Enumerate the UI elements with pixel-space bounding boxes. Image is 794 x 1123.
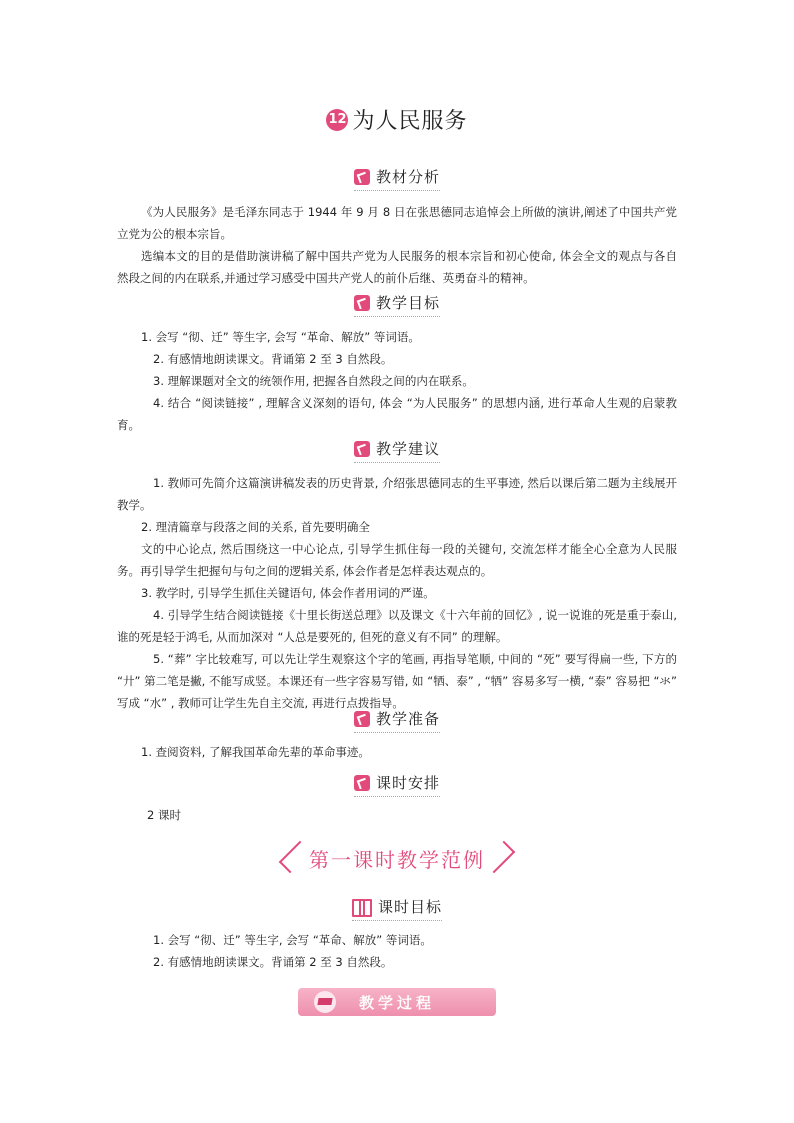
goal-item: 3. 理解课题对全文的统领作用, 把握各自然段之间的内在联系。 bbox=[153, 374, 474, 388]
suggestion-item: 5. “葬” 字比较难写, 可以先让学生观察这个字的笔画, 再指导笔顺, 中间的 “死” 要写得扁一些, 下方的 “廾” 第二笔是撇, 不能写成竖。本课还有一些字容易写错, 如 “牺、泰” , “牺” 容易多写一横, “泰” 容易把 “氺” 写成 “水” , 教师可让学生先自主交流, 再进行点拨指导。 bbox=[117, 652, 677, 710]
goal-item: 4. 结合 “阅读链接” , 理解含义深刻的语句, 体会 “为人民服务” 的思想内涵, 进行革命人生观的启蒙教育。 bbox=[117, 396, 677, 432]
teaching-process-bar bbox=[298, 988, 496, 1016]
suggestion-item: 文的中心论点, 然后围绕这一中心论点, 引导学生抓住每一段的关键句, 交流怎样才能全心全意为人民服务。再引导学生把握句与句之间的逻辑关系, 体会作者是怎样表达观点的。 bbox=[117, 542, 677, 578]
section-title: 教学准备 bbox=[375, 710, 440, 728]
preparation-item: 1. 查阅资料, 了解我国革命先辈的革命事迹。 bbox=[141, 745, 370, 759]
section-flag-icon bbox=[354, 441, 370, 457]
goal-item: 2. 有感情地朗读课文。背诵第 2 至 3 自然段。 bbox=[153, 352, 393, 366]
section-heading-objectives bbox=[0, 896, 794, 921]
section-title: 教材分析 bbox=[375, 168, 440, 186]
schedule-text: 2 课时 bbox=[147, 808, 181, 822]
section-flag-icon bbox=[354, 775, 370, 791]
section-heading-schedule bbox=[0, 772, 794, 797]
section-title: 教学目标 bbox=[375, 294, 440, 312]
lesson-number-badge: 12 bbox=[326, 109, 348, 131]
objective-item: 2. 有感情地朗读课文。背诵第 2 至 3 自然段。 bbox=[153, 955, 393, 969]
objective-item: 1. 会写 “彻、迁” 等生字, 会写 “革命、解放” 等词语。 bbox=[153, 933, 432, 947]
teaching-process-label: 教学过程 bbox=[358, 993, 435, 1012]
first-lesson-banner bbox=[281, 838, 513, 878]
graduation-cap-icon bbox=[314, 991, 336, 1013]
book-icon bbox=[352, 899, 372, 915]
lesson-title-block bbox=[0, 104, 794, 135]
section-title: 课时目标 bbox=[377, 898, 442, 916]
suggestion-item: 2. 理清篇章与段落之间的关系, 首先要明确全 bbox=[141, 520, 370, 534]
section-heading-goals bbox=[0, 292, 794, 317]
lesson-title: 为人民服务 bbox=[352, 109, 468, 134]
analysis-paragraph-1: 《为人民服务》是毛泽东同志于 1944 年 9 月 8 日在张思德同志追悼会上所做的演讲,阐述了中国共产党立党为公的根本宗旨。 bbox=[117, 205, 677, 241]
suggestion-item: 1. 教师可先简介这篇演讲稿发表的历史背景, 介绍张思德同志的生平事迹, 然后以课后第二题为主线展开教学。 bbox=[117, 476, 677, 512]
section-title: 课时安排 bbox=[375, 774, 440, 792]
section-flag-icon bbox=[354, 295, 370, 311]
banner-right-bracket bbox=[483, 841, 516, 874]
section-flag-icon bbox=[354, 711, 370, 727]
section-heading-analysis bbox=[0, 166, 794, 191]
suggestion-item: 4. 引导学生结合阅读链接《十里长街送总理》以及课文《十六年前的回忆》, 说一说谁的死是重于泰山, 谁的死是轻于鸿毛, 从而加深对 “人总是要死的, 但死的意义有不同” 的理解。 bbox=[117, 608, 677, 644]
banner-left-bracket bbox=[279, 841, 312, 874]
suggestion-item: 3. 教学时, 引导学生抓住关键语句, 体会作者用词的严谨。 bbox=[141, 586, 435, 600]
analysis-paragraph-2: 选编本文的目的是借助演讲稿了解中国共产党为人民服务的根本宗旨和初心使命, 体会全文的观点与各自然段之间的内在联系,并通过学习感受中国共产党人的前仆后继、英勇奋斗的精神。 bbox=[117, 249, 677, 285]
first-lesson-title: 第一课时教学范例 bbox=[309, 847, 485, 872]
section-heading-suggestions bbox=[0, 438, 794, 463]
section-heading-preparation bbox=[0, 708, 794, 733]
goal-item: 1. 会写 “彻、迁” 等生字, 会写 “革命、解放” 等词语。 bbox=[141, 330, 420, 344]
section-title: 教学建议 bbox=[375, 440, 440, 458]
section-flag-icon bbox=[354, 169, 370, 185]
